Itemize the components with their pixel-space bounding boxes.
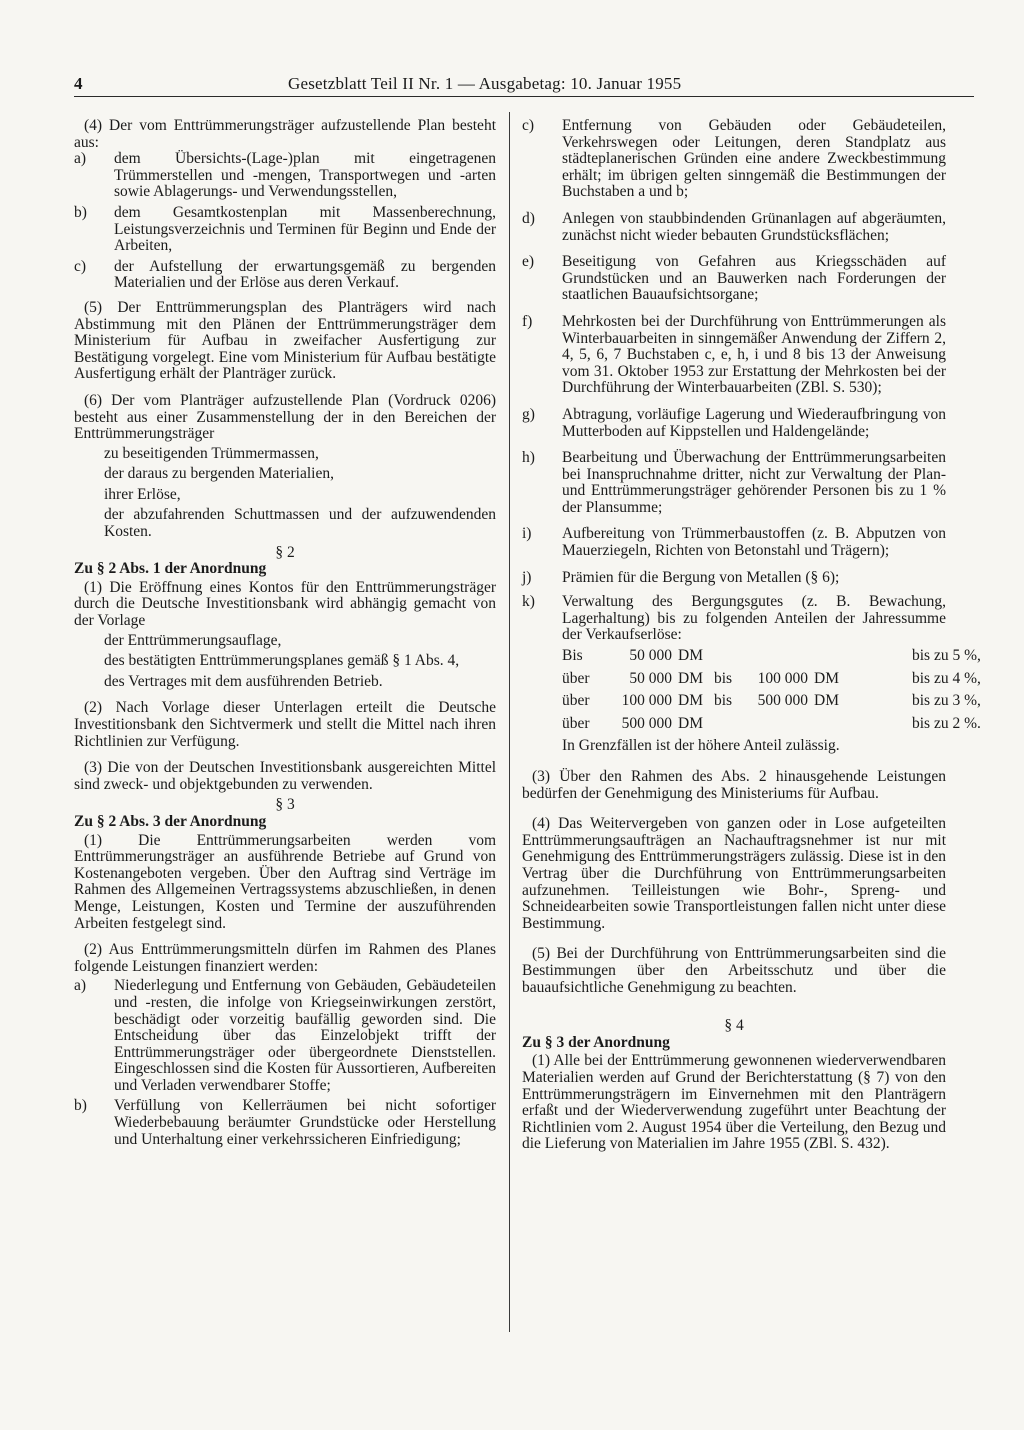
- page-number: 4: [74, 74, 83, 93]
- list-item: [522, 526, 946, 559]
- list-label: f): [522, 312, 533, 330]
- scale-cell: DM: [678, 669, 703, 687]
- scale-cell: 50 000: [629, 669, 672, 687]
- list-text: Aufbereitung von Trümmerbaustoffen (z. B. Abputzen von Mauerziegeln, Richten von Betonstahl und Trägern);: [562, 525, 946, 560]
- scale-cell: [740, 648, 814, 665]
- plan-components-list: [74, 151, 496, 292]
- list-text: Abtragung, vorläufige Lagerung und Wiederaufbringung von Mutterboden auf Kippstellen und Haldengelände;: [562, 405, 946, 440]
- section-3-paragraph-4: (4) Das Weitervergeben von ganzen oder in Lose aufgeteilten Enttrümmerungsaufträgen an Nachauftragsnehmer ist nur mit Genehmigung des Enttrümmerungsträgers zulässig. Diese ist in den Vertrag über die Durchführung von Enttrümmerungsarbeiten aufzunehmen. Teilleistungen wie Bohr-, Spreng- und Schneidearbeiten sowie Transportleistungen fallen nicht unter diese Bestimmung.: [522, 815, 946, 932]
- paragraph-4-intro: (4) Der vom Enttrümmerungsträger aufzustellende Plan besteht aus:: [74, 117, 496, 151]
- scale-cell: DM: [678, 647, 703, 665]
- required-documents-list: [74, 633, 496, 691]
- list-text: dem Gesamtkostenplan mit Massenberechnung, Leistungsverzeichnis und Terminen für Beginn und Ende der Arbeiten,: [114, 203, 496, 255]
- section-3-paragraph-3: (3) Über den Rahmen des Abs. 2 hinausgehende Leistungen bedürfen der Genehmigung des Ministeriums für Aufbau.: [522, 768, 946, 802]
- scale-cell: DM: [814, 669, 839, 687]
- scale-cell: [814, 648, 850, 665]
- list-text: Beseitigung von Gefahren aus Kriegsschäden auf Grundstücken und an Bauwerken nach Forderungen der staatlichen Bauaufsichtsorgane;: [562, 253, 946, 304]
- list-label: i): [522, 525, 532, 543]
- scale-percent: bis zu 5 %,: [912, 647, 981, 665]
- scale-cell: 50 000: [629, 647, 672, 665]
- scale-cell: bis: [714, 692, 733, 710]
- list-label: g): [522, 405, 535, 423]
- list-label: d): [522, 209, 535, 227]
- list-item: [522, 407, 946, 440]
- financed-services-list: [74, 978, 496, 1148]
- scale-cell: 100 000: [757, 669, 808, 687]
- page-header: [74, 74, 974, 97]
- list-item: [522, 594, 946, 644]
- list-line: des Vertrages mit dem ausführenden Betrieb.: [104, 672, 383, 690]
- list-item: [522, 254, 946, 304]
- scale-note: In Grenzfällen ist der höhere Anteil zulässig.: [562, 737, 840, 755]
- scale-cell: über: [562, 692, 590, 710]
- list-item: [74, 259, 496, 292]
- list-label: h): [522, 449, 535, 467]
- list-line: ihrer Erlöse,: [104, 485, 181, 503]
- section-2-paragraph-1-intro: (1) Die Eröffnung eines Kontos für den Enttrümmerungsträger durch die Deutsche Investitionsbank wird abhängig gemacht von der Vorlage: [74, 578, 496, 630]
- right-column: [522, 117, 981, 1153]
- list-line: der daraus zu bergenden Materialien,: [104, 465, 334, 483]
- scale-cell: 500 000: [757, 692, 808, 710]
- paragraph-6-intro: (6) Der vom Planträger aufzustellende Plan (Vordruck 0206) besteht aus einer Zusammenstellung der in den Bereichen der Enttrümmerungsträger: [74, 391, 496, 443]
- list-label: c): [522, 117, 535, 134]
- scale-cell: [714, 716, 740, 733]
- scale-percent: bis zu 4 %,: [912, 669, 981, 687]
- section-4-heading: § 4: [724, 1017, 744, 1035]
- list-text: Verfüllung von Kellerräumen bei nicht sofortiger Wiederbebauung beräumter Grundstücke oder Herstellung und Unterhaltung einer verkehrssicheren Einfriedigung;: [114, 1097, 496, 1148]
- section-3-paragraph-1: (1) Die Enttrümmerungsarbeiten werden vom Enttrümmerungsträger an ausführende Betriebe auf Grund von Kostenangeboten vergeben. Über den Auftrag sind Verträge im Rahmen des Allgemeinen Vertragssystems abzuschließen, in denen Menge, Leistungen, Kosten und Termine der auszuführenden Arbeiten festgelegt sind.: [74, 831, 496, 932]
- paragraph-5: (5) Der Enttrümmerungsplan des Planträgers wird nach Abstimmung mit den Plänen der Enttrümmerungsträger dem Ministerium für Aufbau in zweifacher Ausfertigung zur Bestätigung vorgelegt. Eine vom Ministerium für Aufbau bestätigte Ausfertigung erhält der Planträger zurück.: [74, 298, 496, 383]
- list-text: Bearbeitung und Überwachung der Enttrümmerungsarbeiten bei Inanspruchnahme dritter, nicht zur Verwaltung der Plan- und Enttrümmerungsträger gehörender Personen bis zu 1 % der Plansumme;: [562, 449, 946, 516]
- scale-cell: über: [562, 714, 590, 732]
- scale-cell: [740, 716, 814, 733]
- list-text: Prämien für die Bergung von Metallen (§ 6);: [562, 568, 840, 586]
- plan-contents-list: [74, 446, 496, 541]
- list-text: Mehrkosten bei der Durchführung von Enttrümmerungen als Winterbauarbeiten in sinngemäßer Anwendung der Ziffern 2, 4, 5, 6, 7 Buchstaben c, e, h, i und 8 bis 13 der Anweisung vom 31. Oktober 1953 zur Erstattung der Mehrkosten bei der Durchführung der Winterbauarbeiten (ZBl. S. 530);: [562, 312, 946, 397]
- list-item: [74, 978, 496, 1094]
- list-line: der Enttrümmerungsauflage,: [104, 631, 282, 649]
- scale-cell: DM: [814, 692, 839, 710]
- section-3-subheading: Zu § 2 Abs. 3 der Anordnung: [74, 812, 267, 830]
- left-column: [74, 118, 496, 1152]
- financed-services-list-continued: [522, 118, 946, 644]
- section-4-paragraph-1: (1) Alle bei der Enttrümmerung gewonnenen wiederverwendbaren Materialien werden auf Grund der Berichterstattung (§ 7) von den Enttrümmerungsträgern im Einvernehmen mit den Planträgern erfaßt und der Wiederverwendung zugeführt unter Beachtung der Richtlinien vom 2. August 1954 über die Verteilung, den Bezug und die Lieferung von Materialien im Jahre 1955 (ZBl. S. 432).: [522, 1052, 946, 1153]
- proceeds-scale-table: [522, 647, 981, 732]
- list-text: Niederlegung und Entfernung von Gebäuden, Gebäudeteilen und -resten, die infolge von Kriegseinwirkungen zerstört, beschädigt oder vorzeitig baufällig geworden sind. Die Entscheidung über das Einzelobjekt trifft der Enttrümmerungsträger oder übergeordnete Dienststellen. Eingeschlossen sind die Kosten für Aussortieren, Aufbereiten und Verladen verwendbarer Stoffe;: [114, 977, 496, 1094]
- scale-percent: bis zu 2 %.: [912, 714, 981, 732]
- list-text: dem Übersichts-(Lage-)plan mit eingetragenen Trümmerstellen und -mengen, Transportwegen und -arten sowie Ablagerungs- und Verwendungsstellen,: [114, 150, 496, 201]
- scale-cell: [714, 648, 740, 665]
- list-text: der Aufstellung der erwartungsgemäß zu bergenden Materialien und der Erlöse aus deren Verkauf.: [114, 257, 496, 292]
- list-label: b): [74, 203, 87, 221]
- scale-cell: DM: [678, 714, 703, 732]
- section-2-heading: § 2: [275, 543, 295, 561]
- list-text: Anlegen von staubbindenden Grünanlagen auf abgeräumten, zunächst nicht wieder bebauten Grundstücksflächen;: [562, 209, 946, 244]
- list-line: zu beseitigenden Trümmermassen,: [104, 444, 319, 462]
- list-label: j): [522, 568, 532, 586]
- list-item: [522, 570, 946, 587]
- scale-percent: bis zu 3 %,: [912, 692, 981, 710]
- list-item: [522, 211, 946, 244]
- section-3-paragraph-2-intro: (2) Aus Enttrümmerungsmitteln dürfen im Rahmen des Planes folgende Leistungen finanziert werden:: [74, 941, 496, 975]
- scale-cell: Bis: [562, 647, 583, 665]
- scale-cell: [814, 716, 850, 733]
- list-label: a): [74, 150, 87, 168]
- scale-cell: 100 000: [621, 692, 672, 710]
- section-2-subheading: Zu § 2 Abs. 1 der Anordnung: [74, 560, 267, 578]
- running-title: Gesetzblatt Teil II Nr. 1 — Ausgabetag: 10. Januar 1955: [288, 74, 682, 93]
- list-label: c): [74, 257, 87, 275]
- list-line: des bestätigten Enttrümmerungsplanes gemäß § 1 Abs. 4,: [104, 652, 460, 670]
- list-label: k): [522, 593, 535, 611]
- list-text: Verwaltung des Bergungsgutes (z. B. Bewachung, Lagerhaltung) bis zu folgenden Anteilen der Jahressumme der Verkaufserlöse:: [562, 593, 946, 644]
- list-item: [522, 314, 946, 397]
- section-2-paragraph-3: (3) Die von der Deutschen Investitionsbank ausgereichten Mittel sind zweck- und objektgebunden zu verwenden.: [74, 759, 496, 793]
- list-item: [74, 151, 496, 201]
- column-divider: [509, 112, 510, 1332]
- list-label: b): [74, 1097, 87, 1115]
- list-label: e): [522, 253, 535, 271]
- list-item: [74, 1098, 496, 1148]
- list-label: a): [74, 977, 87, 995]
- list-text: Entfernung von Gebäuden oder Gebäudeteilen, Verkehrswegen oder Leitungen, deren Standplatz aus städteplanerischen Gründen eine andere Zweckbestimmung erhält; im übrigen gelten sinngemäß die Bestimmungen der Buchstaben a und b;: [562, 117, 946, 201]
- scale-cell: bis: [714, 669, 733, 687]
- section-3-paragraph-5: (5) Bei der Durchführung von Enttrümmerungsarbeiten sind die Bestimmungen über den Arbeitsschutz und über die bauaufsichtliche Genehmigung zu beachten.: [522, 945, 946, 996]
- section-2-paragraph-2: (2) Nach Vorlage dieser Unterlagen erteilt die Deutsche Investitionsbank den Sichtvermerk und stellt die Mittel nach ihren Richtlinien zur Verfügung.: [74, 699, 496, 750]
- scale-cell: über: [562, 669, 590, 687]
- scale-cell: DM: [678, 692, 703, 710]
- list-item: [74, 205, 496, 255]
- list-line: der abzufahrenden Schuttmassen und der aufzuwendenden Kosten.: [104, 506, 496, 541]
- list-item: [522, 118, 946, 201]
- section-3-heading: § 3: [275, 796, 295, 814]
- section-4-subheading: Zu § 3 der Anordnung: [522, 1033, 670, 1051]
- scale-cell: 500 000: [621, 714, 672, 732]
- list-item: [522, 450, 946, 516]
